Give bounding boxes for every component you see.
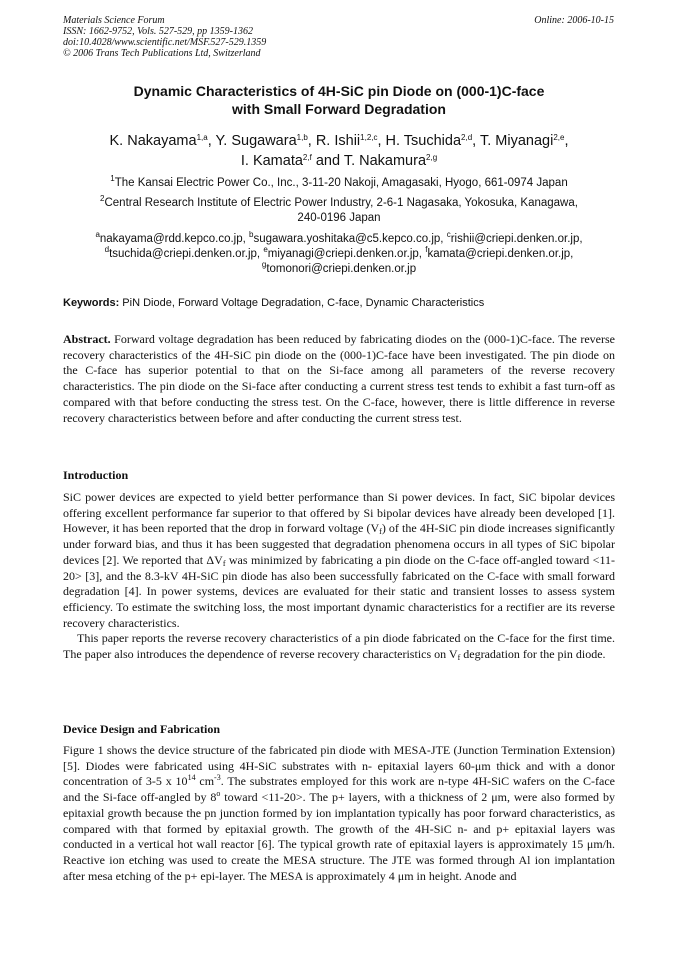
email-list [63,232,615,277]
affil-text: Central Research Institute of Electric Power Industry, 2-6-1 Nagasaka, Yokosuka, Kanagawa, [104,197,578,209]
author-line-1 [63,131,615,151]
email-line-3 [63,262,615,277]
keywords-label: Keywords: [63,297,120,309]
title-line-2: with Small Forward Degradation [232,101,446,117]
author-name: , Y. Sugawara [207,133,297,149]
author-name: , R. Ishii [307,133,361,149]
email-mark: f [425,245,428,254]
subscript: f [379,527,382,537]
author-affil-mark: 2,e [553,133,565,142]
email: tomonori@criepi.denken.or.jp [266,263,417,275]
author-name: K. Nakayama [109,133,197,149]
author-affil-mark: 1,b [296,133,308,142]
email-mark: d [104,245,110,254]
affil-2-line-2: 240-0196 Japan [297,212,381,224]
text-run: This paper reports the reverse recovery characteristics of a pin diode fabricated on the C-face for the first time. The paper also introduces the dependence of reverse recovery characteristics on V [63,631,615,662]
online-date: Online: 2006-10-15 [534,15,614,26]
affiliation-2 [63,196,615,226]
text-run: cm [195,774,215,789]
superscript: 14 [187,773,196,783]
section-heading-introduction: Introduction [63,468,129,482]
affil-mark: 1 [110,174,115,183]
email-mark: b [249,230,254,239]
section-heading-device-design: Device Design and Fabrication [63,722,220,736]
author-affil-mark: 2,d [461,133,473,142]
email-mark: e [263,245,268,254]
paper-title [63,82,615,118]
issn-line: ISSN: 1662-9752, Vols. 527-529, pp 1359-1362 [63,26,253,37]
author-name: and T. Nakamura [311,153,427,169]
affil-text: The Kansai Electric Power Co., Inc., 3-11-20 Nakoji, Amagasaki, Hyogo, 661-0974 Japan [114,177,568,189]
email: miyanagi@criepi.denken.or.jp, [267,248,426,260]
abstract-paragraph [63,332,615,426]
journal-name: Materials Science Forum [63,15,165,26]
affil-2-line-1 [63,196,615,211]
affiliation-1 [63,176,615,191]
email-line-2 [63,247,615,262]
email: tsuchida@criepi.denken.or.jp, [109,248,264,260]
doi-line: doi:10.4028/www.scientific.net/MSF.527-529.1359 [63,37,267,48]
device-design-paragraph [63,743,615,884]
affil-mark: 2 [100,194,105,203]
author-affil-mark: 1,a [196,133,208,142]
title-line-1: Dynamic Characteristics of 4H-SiC pin Diode on (000-1)C-face [133,83,545,99]
superscript: -3 [214,773,221,783]
email: kamata@criepi.denken.or.jp, [427,248,574,260]
text-run: ) of the 4H-SiC pin diode increases significantly under forward bias, and thus it has been suggested that degradation phenomena occurs in all types of SiC bipolar devices [2]. We reported that ΔV [63,521,615,567]
email-mark: a [95,230,100,239]
subscript: f [222,558,226,568]
email: nakayama@rdd.kepco.co.jp, [99,233,250,245]
text-run: SiC power devices are expected to yield better performance than Si power devices. In fact, SiC bipolar devices offering excellent performance far superior to that offered by Si bipolar devices have already been developed [1]. However, it has been reported that the drop in forward voltage (V [63,490,615,536]
email-mark: c [446,230,451,239]
abstract-label: Abstract. [63,332,111,346]
email-mark: g [261,260,267,269]
email-line-1 [63,232,615,247]
copyright-line: © 2006 Trans Tech Publications Ltd, Switzerland [63,48,261,59]
author-affil-mark: 2,f [302,153,312,162]
author-affil-mark: 2,g [426,153,438,162]
text-run: . The substrates employed for this work are n-type 4H-SiC wafers on the C-face and the Si-face off-angled by 8 [63,774,615,805]
author-line-2 [63,151,615,171]
introduction-body [63,490,615,663]
email: sugawara.yoshitaka@c5.kepco.co.jp, [253,233,447,245]
abstract-text: Forward voltage degradation has been reduced by fabricating diodes on the (000-1)C-face. The reverse recovery characteristics of the 4H-SiC pin diode on the (000-1)C-face have been investigated. The pin diode on the C-face has superior potential to that on the Si-face among all parameters of the reverse recovery characteristics. The pin diode on the Si-face after conducting a current stress test tends to exhibit a fast turn-off as compared with that before conducting the stress test. On the C-face, however, there is little difference in reverse recovery characteristics between before and after conducting the current stress test. [63,332,615,425]
email: rishii@criepi.denken.or.jp, [450,233,583,245]
author-affil-mark: 1,2,c [360,133,378,142]
intro-paragraph-1 [63,490,615,631]
subscript: f [457,653,461,663]
journal-header [63,15,266,59]
intro-paragraph-2 [63,631,615,662]
keywords-line [63,297,615,309]
superscript: o [216,789,221,799]
text-run: degradation for the pin diode. [460,647,606,662]
text-run: was minimized by fabricating a pin diode on the C-face off-angled toward <11-20> [3], and the 8.3-kV 4H-SiC pin diode has also been successfully fabricated on the C-face with small forward degradation [4]. In power systems, devices are evaluated for their static and transient losses to assess system efficiency. To estimate the switching loss, the most important dynamic characteristics for a rectifier are its reverse recovery characteristics. [63,552,615,630]
author-name: I. Kamata [240,153,303,169]
keywords-text: PiN Diode, Forward Voltage Degradation, C-face, Dynamic Characteristics [119,297,485,309]
author-separator: , [564,133,569,149]
author-name: , H. Tsuchida [377,133,462,149]
text-run: toward <11-20>. The p+ layers, with a thickness of 2 μm, were also formed by epitaxial growth because the pn junction formed by ion implantation typically has poor forward characteristics, as compared with that formed by epitaxial growth. The growth of the 4H-SiC n- and p+ epitaxial layers was conducted in a vertical hot wall reactor [6]. The typical growth rate of epitaxial layers is approximately 15 μm/h. Reactive ion etching was used to create the MESA structure. The JTE was formed through Al ion implantation after mesa etching of the p+ epi-layer. The MESA is approximately 4 μm in height. Anode and [63,790,615,883]
author-list [63,131,615,171]
author-name: , T. Miyanagi [472,133,554,149]
text-run: Figure 1 shows the device structure of the fabricated pin diode with MESA-JTE (Junction Termination Extension) [5]. Diodes were fabricated using 4H-SiC substrates with n- epitaxial layers 60-μm thick and with a donor concentration of 3-5 x 10 [63,743,615,789]
